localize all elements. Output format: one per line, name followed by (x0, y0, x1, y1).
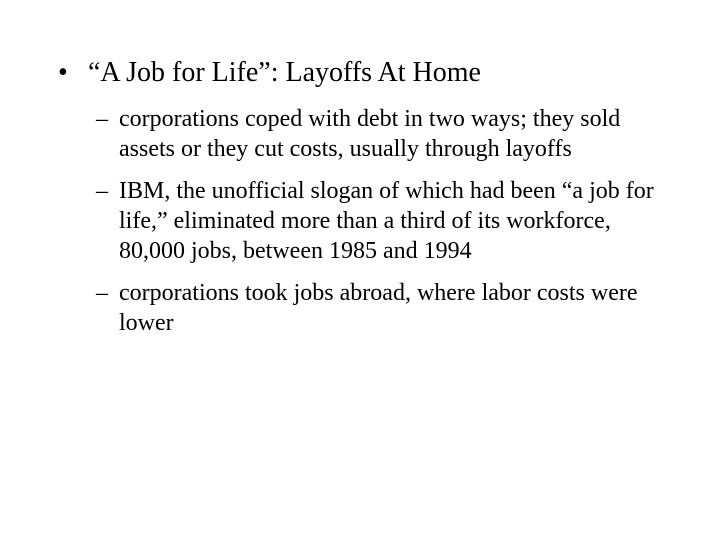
sub-bullet-text: IBM, the unofficial slogan of which had been “a job for life,” eliminated more than a third of its workforce, 80,000 jobs, between 1985 and 1994 (119, 178, 654, 264)
sub-bullet-list (96, 104, 696, 350)
slide-heading: “A Job for Life”: Layoffs At Home (88, 57, 481, 88)
sub-bullet-text: corporations coped with debt in two ways; they sold assets or they cut costs, usually through layoffs (119, 106, 621, 162)
dash-marker: – (96, 106, 108, 132)
dash-marker: – (96, 178, 108, 204)
sub-bullet-item (96, 176, 696, 266)
sub-bullet-item (96, 104, 696, 164)
main-bullet (58, 56, 698, 90)
dash-marker: – (96, 280, 108, 306)
sub-bullet-item (96, 278, 696, 338)
bullet-marker: • (58, 57, 68, 88)
sub-bullet-text: corporations took jobs abroad, where labor costs were lower (119, 280, 638, 336)
